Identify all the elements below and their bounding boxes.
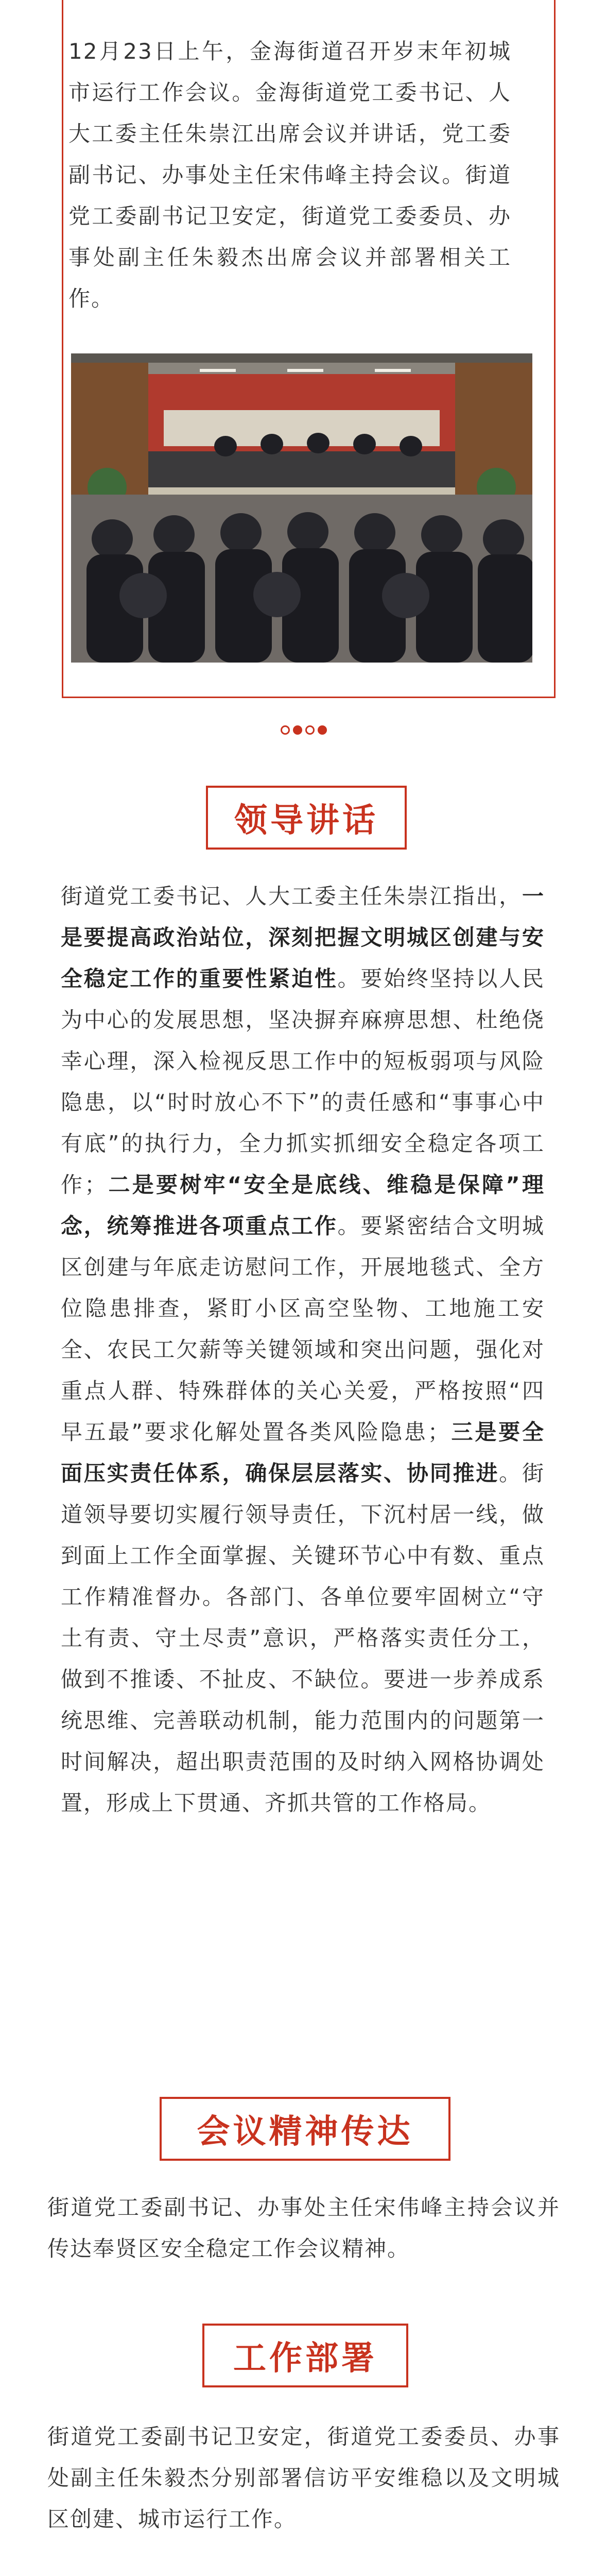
emphasis-one: 一是要提高政治站位，深刻把握文明城区创建与安全稳定工作的重要性紧迫性 — [61, 884, 545, 991]
work-deployment-paragraph: 街道党工委副书记卫安定，街道党工委委员、办事处副主任朱毅杰分别部署信访平安维稳以及文明城区创建、城市运行工作。 — [47, 2424, 560, 2532]
emphasis-two: 二是要树牢“安全是底线、维稳是保障”理念，统筹推进各项重点工作 — [61, 1172, 545, 1239]
section-title-leader-speech: 领导讲话 — [206, 786, 407, 850]
intro-paragraph: 12月23日上午，金海街道召开岁末年初城市运行工作会议。金海街道党工委书记、人大工委主任朱崇江出席会议并讲话，党工委副书记、办事处主任宋伟峰主持会议。街道党工委副书记卫安定，街道党工委委员、办事处副主任朱毅杰出席会议并部署相关工作。 — [68, 39, 511, 311]
dot-icon — [293, 725, 302, 735]
dot-icon — [281, 725, 290, 735]
section-title-meeting-spirit: 会议精神传达 — [160, 2097, 450, 2161]
dot-icon — [318, 725, 327, 735]
emphasis-three: 三是要全面压实责任体系，确保层层落实、协同推进 — [61, 1419, 545, 1486]
dot-icon — [305, 725, 315, 735]
leader-speech-paragraph: 街道党工委书记、人大工委主任朱崇江指出，一是要提高政治站位，深刻把握文明城区创建与安全稳定工作的重要性紧迫性。要始终坚持以人民为中心的发展思想，坚决摒弃麻痹思想、杜绝侥幸心理，深入检视反思工作中的短板弱项与风险隐患，以“时时放心不下”的责任感和“事事心中有底”的执行力，全力抓实抓细安全稳定各项工作；二是要树牢“安全是底线、维稳是保障”理念，统筹推进各项重点工作。要紧密结合文明城区创建与年底走访慰问工作，开展地毯式、全方位隐患排查，紧盯小区高空坠物、工地施工安全、农民工欠薪等关键领域和突出问题，强化对重点人群、特殊群体的关心关爱，严格按照“四早五最”要求化解处置各类风险隐患；三是要全面压实责任体系，确保层层落实、协同推进。街道领导要切实履行领导责任，下沉村居一线，做到面上工作全面掌握、关键环节心中有数、重点工作精准督办。各部门、各单位要牢固树立“守土有责、守土尽责”意识，严格落实责任分工，做到不推诿、不扯皮、不缺位。要进一步养成系统思维、完善联动机制，能力范围内的问题第一时间解决，超出职责范围的及时纳入网格协调处置，形成上下贯通、齐抓共管的工作格局。 — [61, 884, 545, 1816]
section-title-work-deployment: 工作部署 — [202, 2324, 408, 2387]
divider-dots-icon — [275, 724, 332, 736]
meeting-photo — [71, 353, 532, 663]
meeting-spirit-paragraph: 街道党工委副书记、办事处主任宋伟峰主持会议并传达奉贤区安全稳定工作会议精神。 — [47, 2195, 560, 2261]
